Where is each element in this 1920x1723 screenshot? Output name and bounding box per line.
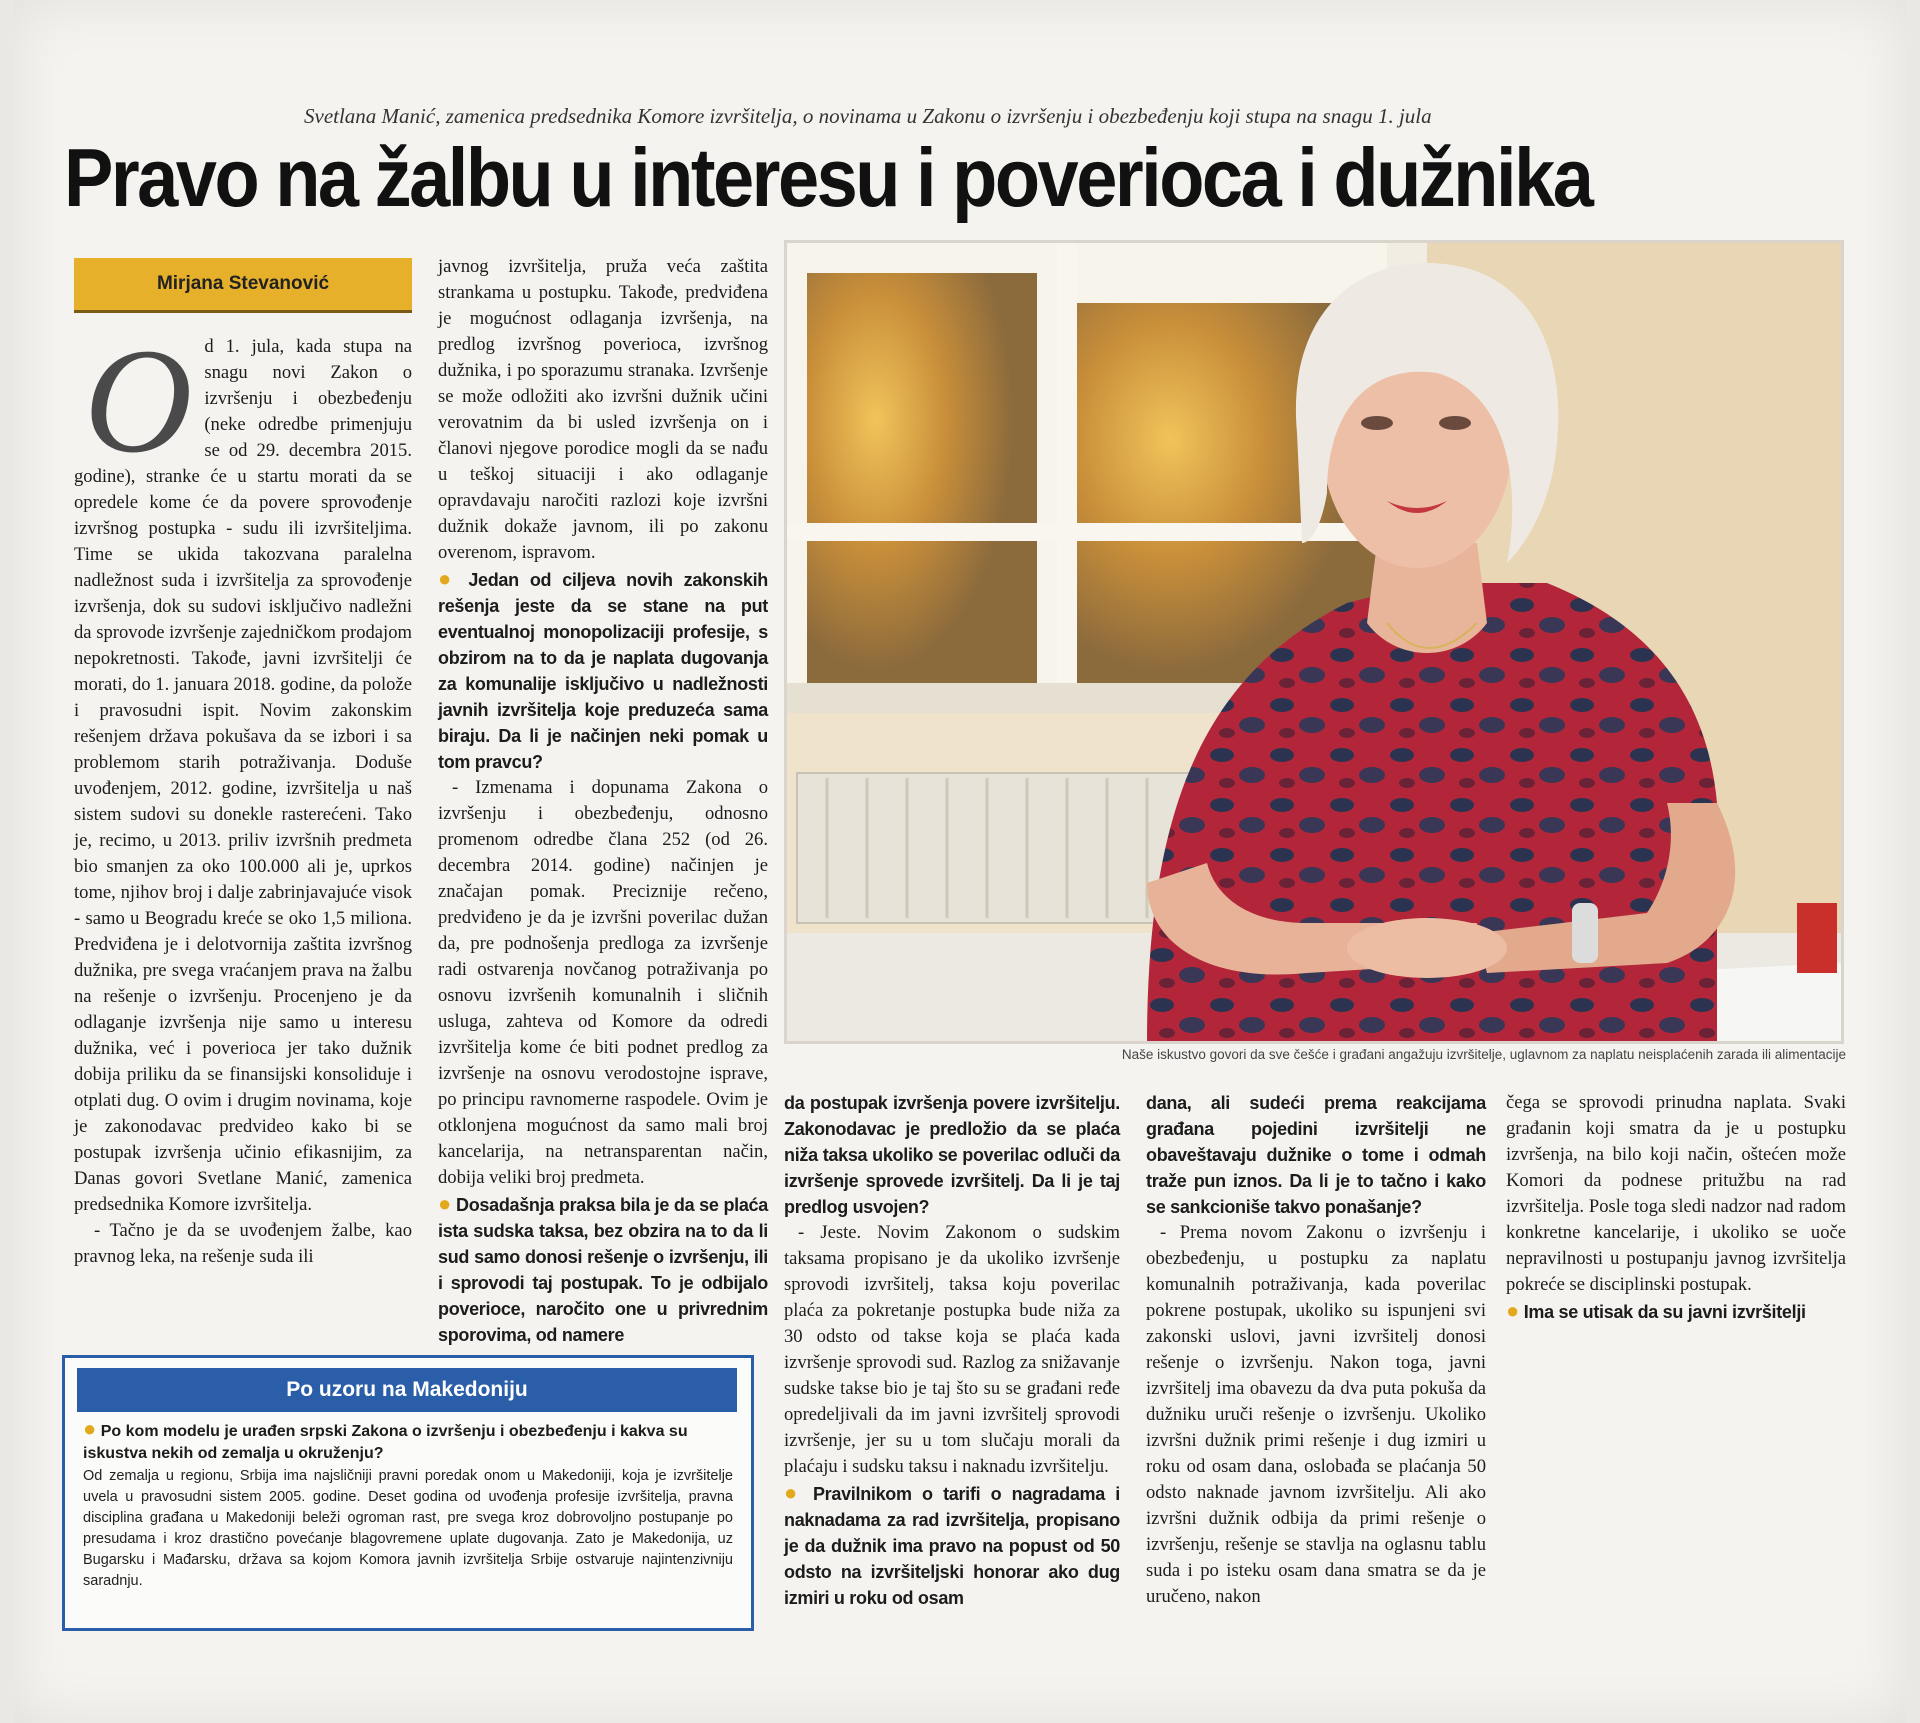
bullet-icon: ● — [438, 566, 458, 591]
newspaper-page — [14, 0, 1906, 1723]
article-column-2 — [438, 254, 768, 1345]
photo-illustration — [787, 243, 1841, 1041]
interview-question: ● Pravilnikom o tarifi o nagradama i naknadama za rad izvršitelja, propisano je da dužnik ima pravo na popust od 50 odsto na izvršiteljski honorar ako dug izmiri u roku od osam — [784, 1480, 1120, 1608]
paragraph: - Tačno je da se uvođenjem žalbe, kao pravnog leka, na rešenje suda ili — [74, 1220, 412, 1267]
paragraph: - Prema novom Zakonu o izvršenju i obezbeđenju, u postupku za naplatu komunalnih potraživanja, kada poverilac pokrene postupak, ukoliko su ispunjeni svi zakonski uslovi, javni izvršitelj donosi rešenje o izvršenju. Nakon toga, javni izvršitelj ima obavezu da dva puta pokuša da dužniku uruči rešenje o izvršenju. Ukoliko izvršni dužnik primi rešenje i dug izmiri u roku od osam dana, oslobađa se plaćanja 50 odsto naknade javnom izvršitelju. Ali ako izvršni dužnik odbija da primi rešenje o izvršenju, rešenje se stavlja na oglasnu tablu suda i po isteku osam dana smatra se da je uručeno, nakon — [1146, 1222, 1486, 1607]
sidebar-title: Po uzoru na Makedoniju — [77, 1368, 737, 1412]
paragraph: javnog izvršitelja, pruža veća zaštita strankama u postupku. Takođe, predviđena je mogućnost odlaganja izvršenja, na predlog izvršnog poverioca, izvršnog dužnika, i po sporazumu stranaka. Izvršenje se može odložiti ako izvršni dužnik učini verovatnim da bi usled izvršenja on i članovi njegove porodice mogli da se nađu u teškoj situaciji i ako odlaganje opravdavaju naročiti razlozi koje izvršni dužnik dokaže javnom, ili po zakonu overenom, ispravom. — [438, 256, 768, 563]
bullet-icon: ● — [784, 1480, 803, 1505]
photo-caption: Naše iskustvo govori da sve češće i građani angažuju izvršitelje, uglavnom za naplatu neisplaćenih zarada ili alimentacije — [1121, 1047, 1846, 1062]
kicker-subtitle: Svetlana Manić, zamenica predsednika Komore izvršitelja, o novinama u Zakonu o izvršenju i obezbeđenju koji stupa na snagu 1. jula — [304, 104, 1432, 128]
paragraph: čega se sprovodi prinudna naplata. Svaki građanin koji smatra da je u postupku izvršenja, na bilo koji način, oštećen može Komori da podnese pritužbu na rad izvršitelja. Posle toga sledi nadzor nad radom konkretne kancelarije, i ukoliko se uoče nepravilnosti u postupanju javnog izvršitelja pokreće se disciplinski postupak. — [1506, 1092, 1846, 1295]
sidebar-question: ● Po kom modelu je urađen srpski Zakona o izvršenju i obezbeđenju i kakva su iskustva nekih od zemalja u okruženju? — [83, 1416, 688, 1462]
headline: Pravo na žalbu u interesu i poverioca i dužnika — [64, 131, 1592, 225]
interview-question: ● Jedan od ciljeva novih zakonskih rešenja jeste da se stane na put eventualnoj monopolizaciji profesije, s obzirom na to da je naplata dugovanja za komunalije isključivo u nadležnosti javnih izvršitelja koje preduzeća sama biraju. Da li je načinjen neki pomak u tom pravcu? — [438, 566, 768, 772]
byline: Mirjana Stevanović — [74, 258, 412, 313]
article-column-3 — [784, 1090, 1120, 1650]
bullet-icon: ● — [83, 1416, 97, 1441]
article-column-4 — [1146, 1090, 1486, 1650]
article-column-1 — [74, 318, 412, 1334]
interview-question: dana, ali sudeći prema reakcijama građana pojedini izvršitelji ne obaveštavaju dužnike o tome i odmah traže pun iznos. Da li je to tačno i kako se sankcioniše takvo ponašanje? — [1146, 1093, 1486, 1217]
article-column-5 — [1506, 1090, 1846, 1390]
paragraph: - Jeste. Novim Zakonom o sudskim taksama propisano je da ukoliko izvršenje sprovodi izvršitelj, taksa koju poverilac plaća za pokretanje postupka bude niža za 30 odsto od takse koja se plaća kada izvršenje sprovodi sud. Razlog za snižavanje sudske takse bio je taj što su se građani ređe opredeljivali da im javni izvršitelj sprovodi izvršenje, jer su u tom slučaju morali da plaćaju i sudsku taksu i naknadu izvršitelju. — [784, 1222, 1120, 1477]
sidebar-box — [62, 1355, 754, 1631]
drop-cap: O — [84, 318, 193, 484]
paragraph: - Izmenama i dopunama Zakona o izvršenju i obezbeđenju, odnosno promenom odredbe člana 252 (od 26. decembra 2014. godine) načinjen je značajan pomak. Preciznije rečeno, predviđeno je da je izvršni poverilac dužan da, pre podnošenja predloga za izvršenje radi ostvarenja novčanog potraživanja po osnovu izvršenih komunalnih i sličnih usluga, zahteva od Komore da odredi izvršitelja kome će biti podnet predlog za izvršenje na osnovu verodostojne isprave, po principu ravnomerne raspodele. Ovim je otklonjena mogućnost da samo mali broj kancelarija, na netransparentan način, dobija veliki broj predmeta. — [438, 777, 768, 1188]
interview-question: ● Ima se utisak da su javni izvršitelji — [1506, 1298, 1806, 1323]
bullet-icon: ● — [438, 1191, 452, 1216]
sidebar-body: Od zemalja u regionu, Srbija ima najsličniji pravni poredak onom u Makedoniji, koja je izvršitelje uvela u pravosudni sistem 2005. godine. Deset godina od uvođenja profesije izvršitelja, pravna disciplina građana u Makedoniji beleži ogroman rast, pre svega kroz dobrovoljno postupanje po presudama i kroz drastično povećanje blagovremene uplate dugovanja. Zato je Makedonija, uz Bugarsku i Mađarsku, država sa kojom Komora javnih izvršitelja Srbije ostvaruje najintenzivniju saradnju. — [83, 1468, 733, 1589]
bullet-icon: ● — [1506, 1298, 1519, 1323]
interview-question: ● Dosadašnja praksa bila je da se plaća ista sudska taksa, bez obzira na to da li sud samo donosi rešenje o izvršenju, ili i sprovodi taj postupak. To je odbijalo poverioce, naročito one u privrednim sporovima, od namere — [438, 1191, 768, 1345]
portrait-photo — [784, 240, 1844, 1044]
paragraph: d 1. jula, kada stupa na snagu novi Zakon o izvršenju i obezbeđenju (neke odredbe primenjuju se od 29. decembra 2015. godine), stranke će u startu morati da se opredele kome će da povere sprovođenje izvršnog postupka - sudu ili izvršiteljima. Time se ukida takozvana paralelna nadležnost suda i izvršitelja za sprovođenje izvršenja, dok su sudovi isključivo nadležni da sprovode izvršenje zajedničkom prodajom nepokretnosti. Takođe, javni izvršitelji će morati, do 1. januara 2018. godine, da polože i pravosudni ispit. Novim zakonskim rešenjem država pokušava da se izbori i sa problemom starih potraživanja. Doduše uvođenjem, 2012. godine, izvršitelja u naš sistem sudovi su donekle rasterećeni. Tako je, recimo, u 2013. priliv izvršnih predmeta bio smanjen za oko 100.000 ali je, uprkos tome, njihov broj i dalje zabrinjavajuće visok - samo u Beogradu kreće se oko 1,5 miliona. Predviđena je i delotvornija zaštita izvršnog dužnika, pre svega vraćanjem prava na žalbu na rešenje o izvršenju. Procenjeno je da odlaganje izvršenja nije samo u interesu dužnika, već i poverioca jer tako dužnik dobija priliku da se finansijski konsoliduje i otplati dug. O ovim i drugim novinama, koje je zakonodavac predvideo kako bi se postupak izvršenja učinio efikasnijim, za Danas govori Svetlane Manić, zamenica predsednika Komore izvršitelja. — [74, 336, 412, 1215]
interview-question: da postupak izvršenja povere izvršitelju. Zakonodavac je predložio da se plaća niža taksa ukoliko se poverilac odluči da izvršenje sprovede izvršitelj. Da li je taj predlog usvojen? — [784, 1093, 1120, 1217]
